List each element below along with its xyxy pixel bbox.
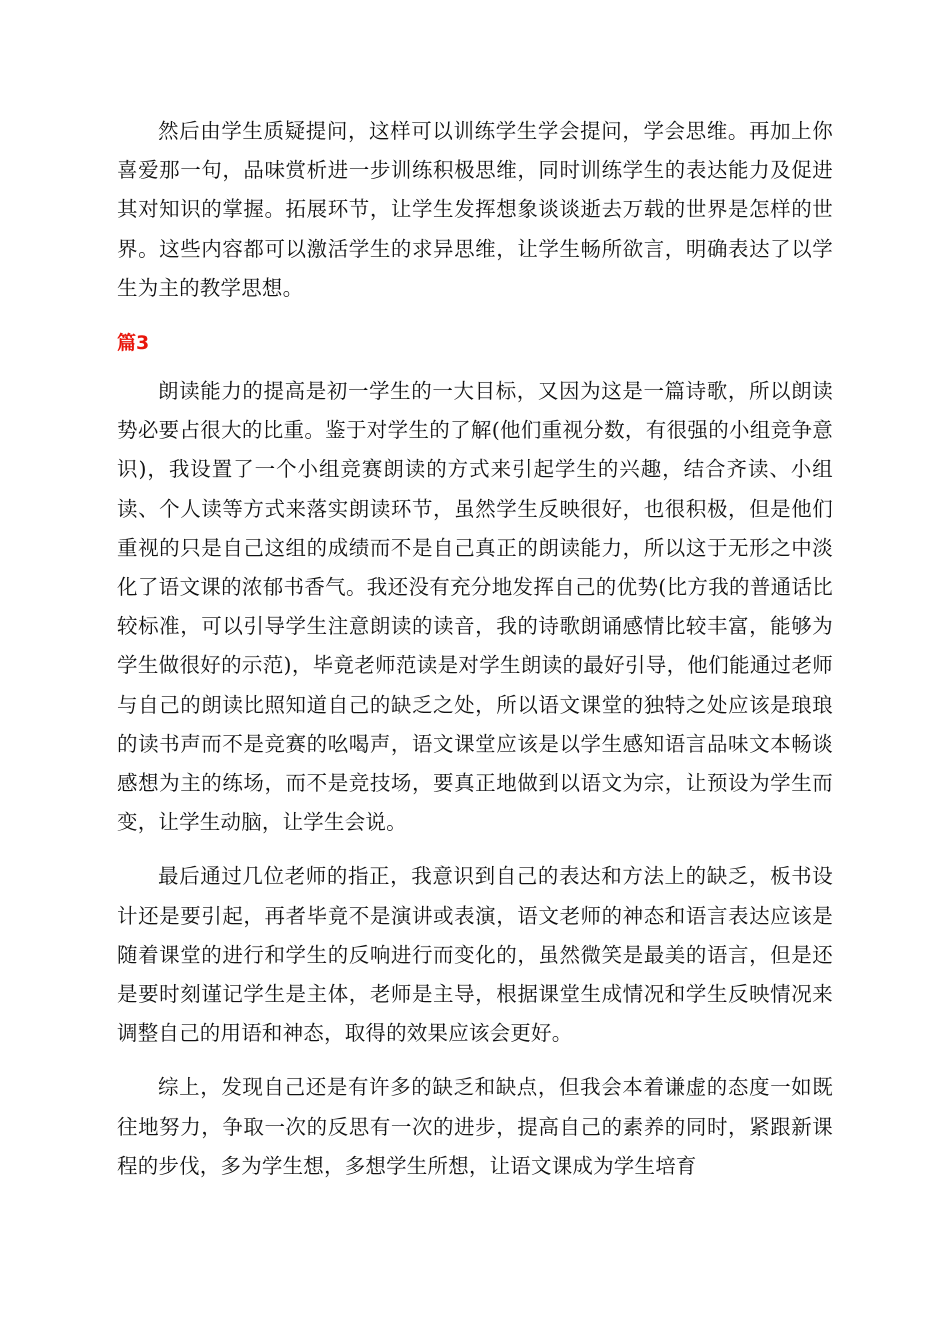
paragraph-summary: 综上，发现自己还是有许多的缺乏和缺点，但我会本着谦虚的态度一如既往地努力，争取一次的反思有一次的进步，提高自己的素养的同时，紧跟新课程的步伐，多为学生想，多想学生所想，让语文课成为学生培育 — [117, 1075, 833, 1178]
paragraph-teacher-feedback: 最后通过几位老师的指正，我意识到自己的表达和方法上的缺乏，板书设计还是要引起，再者毕竟不是演讲或表演，语文老师的神态和语言表达应该是随着课堂的进行和学生的反响进行而变化的，虽然微笑是最美的语言，但是还是要时刻谨记学生是主体，老师是主导，根据课堂生成情况和学生反映情况来调整自己的用语和神态，取得的效果应该会更好。 — [117, 864, 833, 1046]
paragraph-teaching-ideas: 然后由学生质疑提问，这样可以训练学生学会提问，学会思维。再加上你喜爱那一句，品味赏析进一步训练积极思维，同时训练学生的表达能力及促进其对知识的掌握。拓展环节，让学生发挥想象谈谈逝去万载的世界是怎样的世界。这些内容都可以激活学生的求异思维，让学生畅所欲言，明确表达了以学生为主的教学思想。 — [117, 119, 833, 300]
paragraph-gap — [117, 842, 833, 857]
paragraph-gap — [117, 1053, 833, 1068]
paragraph-reading-ability: 朗读能力的提高是初一学生的一大目标，又因为这是一篇诗歌，所以朗读势必要占很大的比重。鉴于对学生的了解(他们重视分数，有很强的小组竞争意识)，我设置了一个小组竞赛朗读的方式来引起学生的兴趣，结合齐读、小组读、个人读等方式来落实朗读环节，虽然学生反映很好，也很积极，但是他们重视的只是自己这组的成绩而不是自己真正的朗读能力，所以这于无形之中淡化了语文课的浓郁书香气。我还没有充分地发挥自己的优势(比方我的普通话比较标准，可以引导学生注意朗读的读音，我的诗歌朗诵感情比较丰富，能够为学生做很好的示范)，毕竟老师范读是对学生朗读的最好引导，他们能通过老师与自己的朗读比照知道自己的缺乏之处，所以语文课堂的独特之处应该是琅琅的读书声而不是竞赛的吆喝声，语文课堂应该是以学生感知语言品味文本畅谈感想为主的练场，而不是竞技场，要真正地做到以语文为宗，让预设为学生而变，让学生动脑，让学生会说。 — [117, 379, 833, 835]
document-page — [117, 112, 833, 1186]
section-heading: 篇3 — [117, 332, 150, 355]
